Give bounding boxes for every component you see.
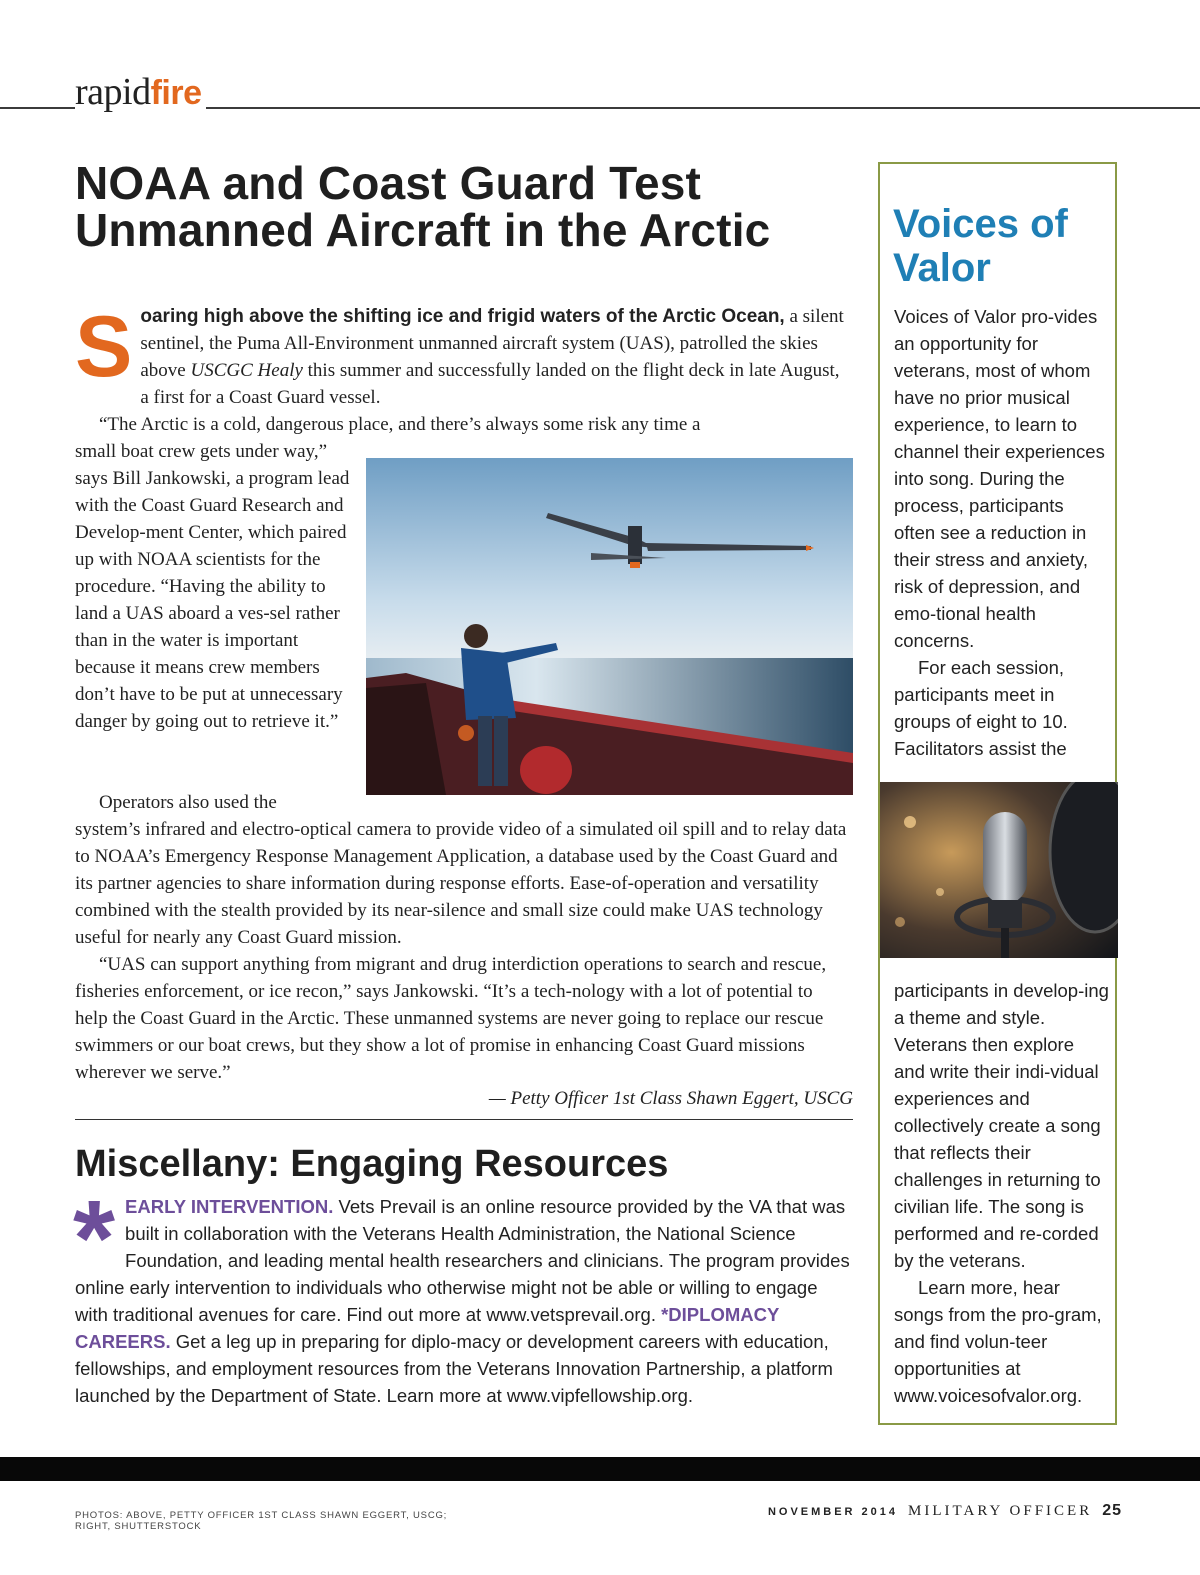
- article-paragraph-4: “UAS can support anything from migrant and drug interdiction operations to search and rescue, fisheries enforcement, or ice recon,” says Jankowski. “It’s a tech-nology with a lot of potential to help the Coast Guard in the Arctic. These unmanned systems are never going to replace our rescue swimmers or our boat crews, but they show a lot of promise in enhancing Coast Guard missions wherever we serve.”: [75, 954, 827, 1083]
- article-p1-text: a silent sentinel, the Puma All-Environment unmanned aircraft system (UAS), patrolled the skies above: [140, 306, 844, 381]
- sidebar-p4-text: Learn more, hear songs from the pro-gram, and find volun-teer opportunities at www.voicesofvalor.org.: [894, 1277, 1102, 1406]
- uas-launch-photo: [366, 458, 853, 795]
- microphone-illustration: [880, 782, 1118, 958]
- section-label-accent: fire: [150, 74, 202, 112]
- article-credit: — Petty Officer 1st Class Shawn Eggert, USCG: [488, 1088, 853, 1109]
- sidebar-paragraph-1: Voices of Valor pro-vides an opportunity for veterans, most of whom have no prior musical experience, to learn to channel their experiences into song. During the process, participants often see a reduction in their stress and anxiety, risk of depression, and emo-tional health concerns.: [894, 306, 1105, 651]
- photo-credit-line-1: PHOTOS: ABOVE, PETTY OFFICER 1ST CLASS SHAWN EGGERT, USCG;: [75, 1510, 448, 1521]
- sidebar-p2-text: For each session, participants meet in groups of eight to 10. Facilitators assist the: [894, 657, 1068, 759]
- photo-credit: [75, 1510, 495, 1532]
- misc-keyword-diplomacy-careers: *DIPLOMACY CAREERS.: [75, 1304, 779, 1352]
- misc-text-2: Get a leg up in preparing for diplo-macy or development careers with education, fellowships, and employment resources from the Veterans Innovation Partnership, a platform launched by the Department of State. Learn more at www.vipfellowship.org.: [75, 1331, 833, 1406]
- folio: [768, 1502, 1122, 1520]
- uas-photo-illustration: [366, 458, 853, 795]
- section-label: [75, 70, 206, 115]
- asterisk-icon: *: [73, 1177, 116, 1298]
- sidebar-text-top: [894, 303, 1109, 762]
- drop-cap: S: [75, 299, 133, 395]
- photo-credit-line-2: RIGHT, SHUTTERSTOCK: [75, 1521, 202, 1532]
- sidebar-paragraph-4: [894, 1274, 1109, 1409]
- sidebar-title: Voices of Valor: [893, 202, 1068, 290]
- footer-bar: [0, 1457, 1200, 1481]
- magazine-name: MILITARY OFFICER: [908, 1503, 1093, 1519]
- article-paragraph-2-first-line: “The Arctic is a cold, dangerous place, and there’s always some risk any time a: [99, 414, 701, 435]
- article-p3-first: Operators also used the: [99, 792, 277, 813]
- article-headline: NOAA and Coast Guard Test Unmanned Aircraft in the Arctic: [75, 157, 771, 256]
- sidebar-paragraph-2: [894, 654, 1109, 762]
- article-p1-end: this summer and successfully landed on the flight deck in late August, a first for a Coast Guard vessel.: [140, 360, 840, 408]
- section-label-main: rapid: [75, 71, 151, 113]
- sidebar-text-bottom: [894, 977, 1109, 1409]
- article-paragraph-3: [75, 789, 850, 951]
- section-divider: [75, 1119, 853, 1120]
- microphone-photo: [880, 782, 1118, 958]
- miscellany-title: Miscellany: Engaging Resources: [75, 1143, 669, 1185]
- article-leadin: oaring high above the shifting ice and frigid waters of the Arctic Ocean,: [140, 306, 785, 327]
- ship-name: USCGC Healy: [190, 360, 303, 381]
- article-paragraph-2-wrap: small boat crew gets under way,” says Bill Jankowski, a program lead with the Coast Guard Research and Develop-ment Center, which paired up with NOAA scientists for the procedure. “Having the ability to land a UAS aboard a ves-sel rather than in the water is important because it means crew members don’t have to be put at unnecessary danger by going out to retrieve it.”: [75, 441, 350, 732]
- misc-keyword-early-intervention: EARLY INTERVENTION.: [125, 1196, 334, 1217]
- misc-text-1: Vets Prevail is an online resource provided by the VA that was built in collaboration with the Veterans Health Administration, the National Science Foundation, and leading mental health researchers and clinicians. The program provides online early intervention to individuals who otherwise might not be able or willing to engage with traditional avenues for care. Find out more at www.vetsprevail.org.: [75, 1196, 850, 1325]
- miscellany-body: [73, 1177, 855, 1409]
- article-paragraph-1: [75, 299, 850, 411]
- issue-date: NOVEMBER 2014: [767, 1506, 899, 1518]
- sidebar-paragraph-3: participants in develop-ing a theme and style. Veterans then explore and write their indi-vidual experiences and collectively create a song that reflects their challenges in returning to civilian life. The song is performed and re-corded by the veterans.: [894, 980, 1109, 1271]
- article-p3-rest: system’s infrared and electro-optical camera to provide video of a simulated oil spill and to relay data to NOAA’s Emergency Response Management Application, a database used by the Coast Guard and its partner agencies to share information during response efforts. Ease-of-operation and versatility combined with the stealth provided by its near-silence and small size could make UAS technology useful for nearly any Coast Guard mission.: [75, 819, 847, 948]
- page-number: 25: [1102, 1502, 1122, 1519]
